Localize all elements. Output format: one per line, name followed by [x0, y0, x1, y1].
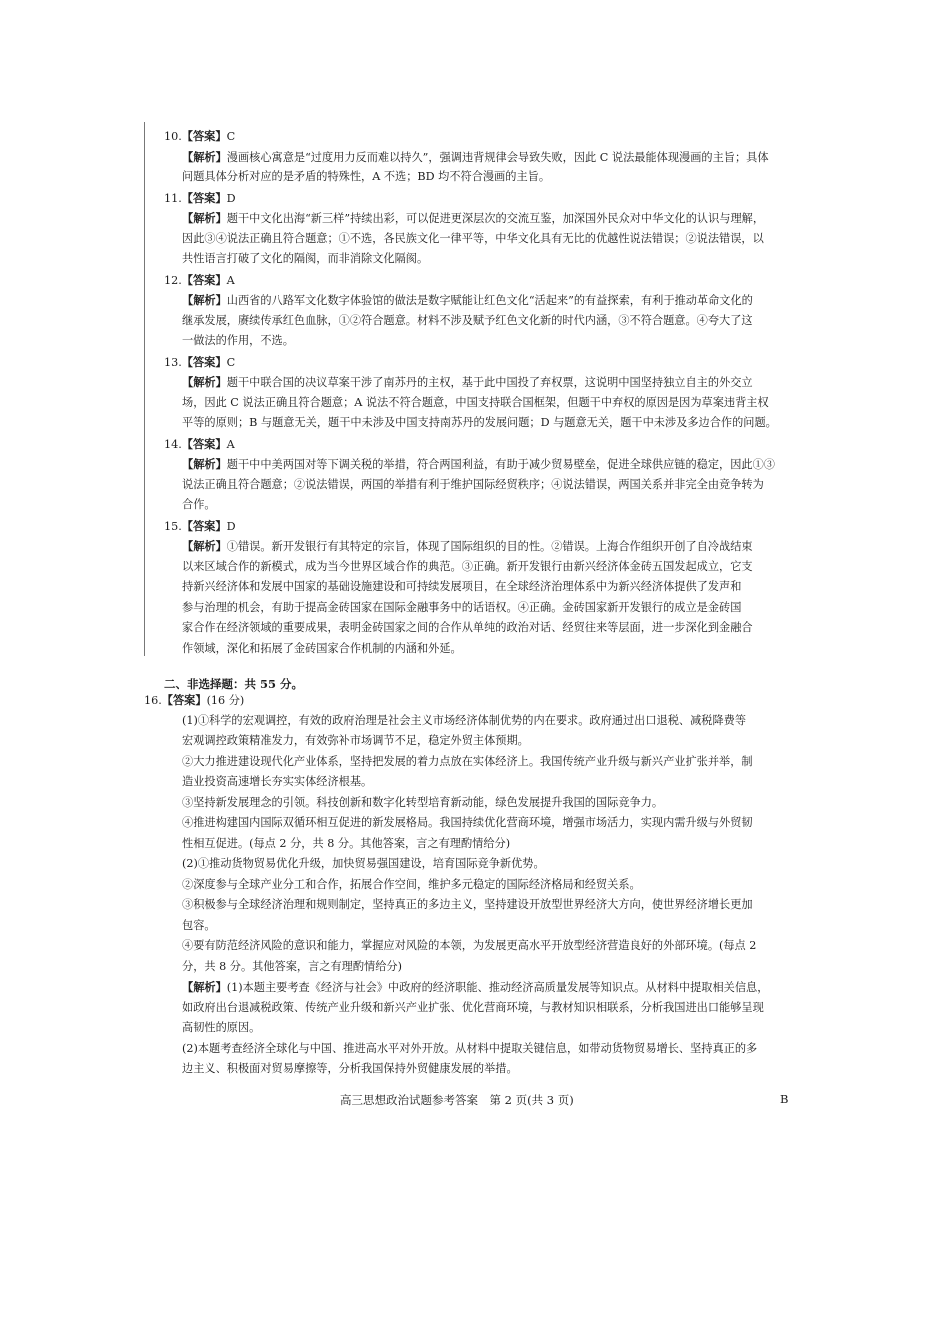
analysis-line [164, 495, 792, 516]
analysis-line [164, 331, 792, 352]
section-heading: 二、非选择题：共 55 分。 [164, 677, 304, 691]
answer-tag: 【答案】 [181, 272, 227, 287]
answer-text-line: 宏观调控政策精准发力，有效弥补市场调节不足，稳定外贸主体预期。 [182, 734, 529, 747]
question-number: 16. [144, 694, 162, 707]
question-16 [144, 690, 792, 1080]
analysis-line [164, 311, 792, 332]
answer-value: C [226, 130, 236, 143]
answer-text-line: 性相互促进。(每点 2 分，共 8 分。其他答案，言之有理酌情给分) [182, 836, 511, 850]
answer-text-line: ②深度参与全球产业分工和合作，拓展合作空间，维护多元稳定的国际经济格局和经贸关系。 [182, 877, 641, 891]
analysis-text: (2)本题考查经济全球化与中国、推进高水平对外开放。从材料中提取关键信息，如带动货物贸易增长、坚持真正的多 [182, 1041, 758, 1055]
answer-line [164, 270, 792, 291]
question-number: 12. [164, 273, 182, 287]
answer-value: D [226, 519, 236, 533]
analysis-text: 边主义、积极面对贸易摩擦等，分析我国保持外贸健康发展的举措。 [182, 1062, 518, 1075]
analysis-line [164, 598, 792, 619]
answer-line [144, 690, 792, 711]
analysis-text: 题干中文化出海“新三样”持续出彩，可以促进更深层次的交流互鉴，加深国外民众对中华文化的认识与理解， [226, 212, 765, 225]
question-number: 10. [164, 130, 182, 143]
analysis-line [164, 290, 792, 311]
analysis-text: 参与治理的机会，有助于提高金砖国家在国际金融事务中的话语权。④正确。金砖国家新开发银行的成立是金砖国 [182, 600, 742, 614]
analysis-line [164, 577, 792, 598]
analysis-text: 题干中联合国的决议草案干涉了南苏丹的主权，基于此中国投了弃权票，这说明中国坚持独立自主的外交立 [226, 376, 753, 389]
analysis-line [164, 208, 792, 229]
margin-rule [144, 122, 145, 656]
analysis-text: 以来区域合作的新模式，成为当今世界区域合作的典范。③正确。新开发银行由新兴经济体金砖五国发起成立，它支 [182, 559, 753, 573]
answer-line [164, 352, 792, 373]
answer-text-line: 分，共 8 分。其他答案，言之有理酌情给分) [182, 959, 402, 973]
answer-text-line: ③积极参与全球经济治理和规则制定，坚持真正的多边主义，坚持建设开放型世界经济大方向，使世界经济增长更加 [182, 898, 753, 911]
analysis-text: 平等的原则；B 与题意无关，题干中未涉及中国支持南苏丹的发展问题；D 与题意无关，题干中未涉及多边合作的问题。 [182, 416, 777, 429]
analysis-tag: 【解析】 [182, 457, 227, 471]
analysis-text: 山西省的八路军文化数字体验馆的做法是数字赋能让红色文化“活起来”的有益探索，有利于推动革命文化的 [226, 294, 753, 307]
analysis-line [164, 393, 792, 414]
answer-tag: 【答案】 [181, 190, 227, 205]
footer-page-info: 高三思想政治试题参考答案 第 2 页(共 3 页) [340, 1093, 574, 1107]
analysis-line [164, 229, 792, 250]
answer-line [164, 188, 792, 209]
analysis-line [164, 1018, 792, 1039]
analysis-line [164, 167, 792, 188]
answer-value: C [226, 355, 236, 369]
analysis-line [164, 536, 792, 557]
answer-value: D [226, 191, 236, 205]
answer-tag: 【答案】 [161, 693, 207, 707]
question-number: 11. [164, 191, 182, 205]
answer-text-line: 包容。 [182, 918, 216, 932]
analysis-text: (1)本题主要考查《经济与社会》中政府的经济职能、推动经济高质量发展等知识点。从材料中提取相关信息， [226, 981, 769, 994]
analysis-line [164, 977, 792, 998]
analysis-text: ①错误。新开发银行有其特定的宗旨，体现了国际组织的目的性。②错误。上海合作组织开创了自冷战结束 [226, 540, 753, 553]
analysis-line [164, 998, 792, 1019]
analysis-line [164, 475, 792, 496]
question-number: 14. [164, 437, 182, 451]
answer-line [164, 516, 792, 537]
analysis-line [164, 454, 792, 475]
question-number: 15. [164, 519, 182, 533]
analysis-tag: 【解析】 [182, 539, 227, 553]
analysis-line [164, 618, 792, 639]
analysis-text: 因此③④说法正确且符合题意；①不选，各民族文化一律平等，中华文化具有无比的优越性说法错误；②说法错误，以 [182, 231, 764, 245]
analysis-tag: 【解析】 [182, 149, 227, 164]
analysis-text: 家合作在经济领域的重要成果，表明金砖国家之间的合作从单纯的政治对话、经贸往来等层面，进一步深化到金融合 [182, 621, 753, 634]
analysis-text: 持新兴经济体和发展中国家的基础设施建设和可持续发展项目，在全球经济治理体系中为新兴经济体提供了发声和 [182, 580, 742, 593]
analysis-tag: 【解析】 [182, 293, 227, 307]
analysis-text: 继承发展，赓续传承红色血脉，①②符合题意。材料不涉及赋予红色文化新的时代内涵，③不符合题意。④夸大了这 [182, 313, 753, 327]
answer-tag: 【答案】 [181, 518, 227, 533]
analysis-line [164, 372, 792, 393]
analysis-text: 共性语言打破了文化的隔阂，而非消除文化隔阂。 [182, 252, 429, 265]
answer-tag: 【答案】 [181, 354, 227, 369]
answer-tag: 【答案】 [181, 129, 227, 143]
analysis-line [164, 249, 792, 270]
analysis-line [164, 1039, 792, 1060]
analysis-text: 如政府出台退减税政策、传统产业升级和新兴产业扩张、优化营商环境，与教材知识相联系，分析我国进出口能够呈现 [182, 1000, 764, 1014]
analysis-line [164, 557, 792, 578]
analysis-line [164, 639, 792, 660]
analysis-line [164, 413, 792, 434]
question-number: 13. [164, 355, 182, 369]
answer-line [164, 126, 792, 147]
analysis-line [164, 1059, 792, 1080]
answer-text-line: ②大力推进建设现代化产业体系，坚持把发展的着力点放在实体经济上。我国传统产业升级与新兴产业扩张并举，制 [182, 754, 753, 768]
analysis-text: 问题具体分析对应的是矛盾的特殊性，A 不选；BD 均不符合漫画的主旨。 [182, 170, 551, 183]
analysis-tag: 【解析】 [182, 375, 227, 389]
analysis-tag: 【解析】 [182, 211, 227, 225]
analysis-tag: 【解析】 [182, 980, 227, 994]
answer-text-line: (1)①科学的宏观调控，有效的政府治理是社会主义市场经济体制优势的内在要求。政府通过出口退税、减税降费等 [182, 713, 747, 727]
answer-tag: 【答案】 [181, 436, 227, 451]
analysis-text: 高韧性的原因。 [182, 1021, 261, 1034]
answer-text-line: 造业投资高速增长夯实实体经济根基。 [182, 775, 373, 788]
analysis-text: 场，因此 C 说法正确且符合题意；A 说法不符合题意，中国支持联合国框架，但题干中弃权的原因是因为草案违背主权 [182, 395, 769, 409]
score: (16 分) [206, 694, 245, 707]
analysis-line [164, 147, 792, 168]
answer-text-line: ④推进构建国内国际双循环相互促进的新发展格局。我国持续优化营商环境，增强市场活力，实现内需升级与外贸韧 [182, 816, 753, 829]
analysis-text: 漫画核心寓意是“过度用力反而难以持久”，强调违背规律会导致失败，因此 C 说法最能体现漫画的主旨；具体 [226, 150, 769, 164]
answer-line [164, 434, 792, 455]
analysis-text: 说法正确且符合题意；②说法错误，两国的举措有利于维护国际经贸秩序；④说法错误，两国关系并非完全由竞争转为 [182, 477, 764, 491]
answer-text-line: ④要有防范经济风险的意识和能力，掌握应对风险的本领，为发展更高水平开放型经济营造良好的外部环境。(每点 2 [182, 939, 757, 952]
answer-text-line: ③坚持新发展理念的引领。科技创新和数字化转型培育新动能，绿色发展提升我国的国际竞争力。 [182, 795, 664, 809]
answer-text-line: (2)①推动货物贸易优化升级，加快贸易强国建设，培育国际竞争新优势。 [182, 857, 545, 870]
answer-value: A [226, 273, 235, 287]
analysis-text: 合作。 [182, 498, 216, 511]
analysis-text: 作领域，深化和拓展了金砖国家合作机制的内涵和外延。 [182, 641, 462, 655]
analysis-text: 题干中中美两国对等下调关税的举措，符合两国利益，有助于减少贸易壁垒，促进全球供应链的稳定，因此①③ [226, 458, 775, 471]
analysis-text: 一做法的作用，不选。 [182, 334, 294, 347]
footer-version-code: B [780, 1092, 789, 1106]
multiple-choice-answers [164, 126, 792, 659]
answer-value: A [226, 437, 235, 451]
